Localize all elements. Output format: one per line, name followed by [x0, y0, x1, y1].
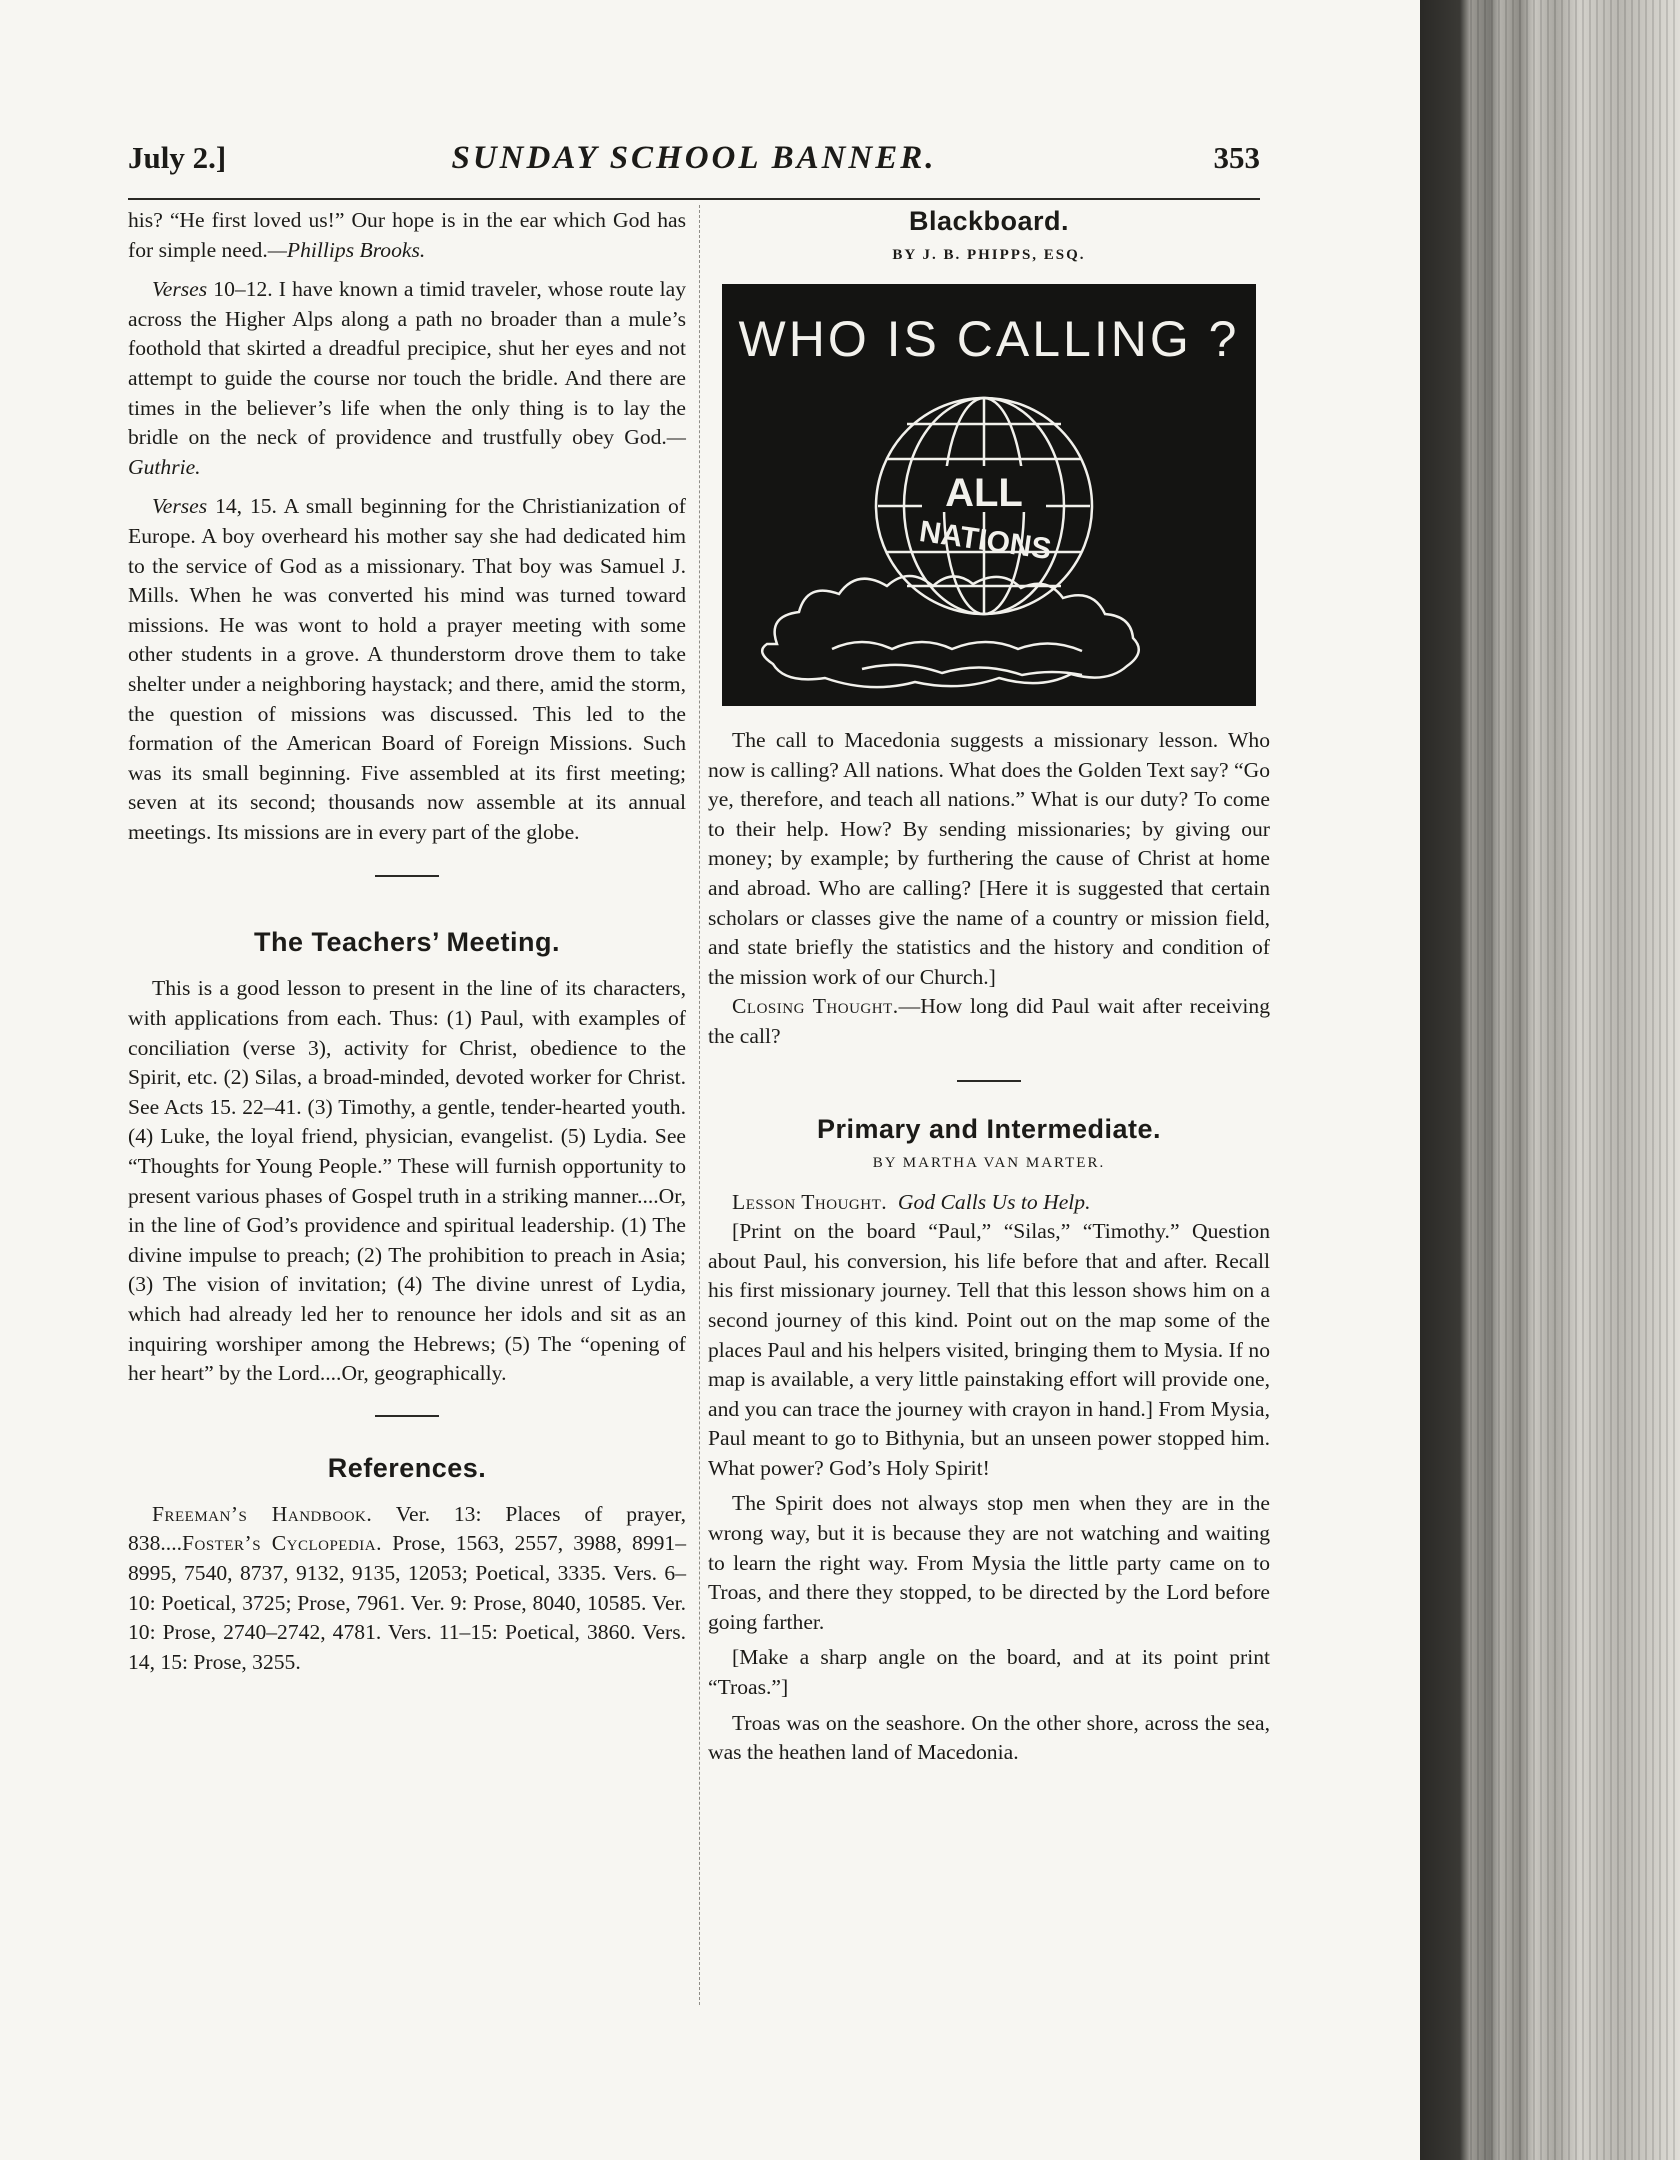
page-edges: [1470, 0, 1680, 2160]
section-rule: [375, 875, 439, 877]
primary-paragraph-3: [Make a sharp angle on the board, and at its point print “Troas.”]: [708, 1645, 1270, 1700]
globe-text-nations: NATIONS: [917, 515, 1054, 567]
blackboard-body: The call to Macedonia suggests a missionary lesson. Who now is calling? All nations. What does the Golden Text say? “Go ye, therefore, and teach all nations.” What is our duty? To come to their help. How? By sending missionaries; by giving our money; by example; by furthering the cause of Christ at home and abroad. Who are calling? [Here it is suggested that certain scholars or classes give the name of a country or mission field, and state briefly the statistics and the history and condition of the mission work of our Church.]: [708, 728, 1270, 989]
running-header: [128, 140, 1260, 190]
intro-paragraph: his? “He first loved us!” Our hope is in the ear which God has for simple need.—Phillips Brooks.: [128, 208, 686, 262]
clouds-icon: [762, 576, 1139, 687]
primary-paragraph-2: The Spirit does not always stop men when they are in the wrong way, but it is because they are not watching and waiting to learn the right way. From Mysia the little party came on to Troas, and there they stopped, to be directed by the Lord before going farther.: [708, 1491, 1270, 1634]
closing-thought: Closing Thought.—How long did Paul wait after receiving the call?: [708, 994, 1271, 1048]
references-heading: References.: [327, 1452, 487, 1483]
header-date: July 2.]: [128, 140, 227, 175]
teachers-meeting-heading: The Teachers’ Meeting.: [253, 927, 561, 958]
left-column: [128, 206, 686, 1677]
blackboard-byline: BY J. B. PHIPPS, ESQ.: [892, 247, 1086, 263]
verses-10-12-attribution: —Guthrie.: [128, 425, 686, 479]
verses-10-12-paragraph: Verses 10–12. I have known a timid traveler, whose route lay across the Higher Alps along a path no broader than a mule’s foothold that skirted a dreadful precipice, shut her eyes and not attempt to guide the course nor touch the bridle. And there are times in the believer’s life when the only thing is to lay the bridle on the neck of providence and trustfully obey God.—Guthrie.: [128, 277, 686, 479]
verses-label: Verses: [152, 494, 208, 519]
section-rule: [375, 1415, 439, 1417]
teachers-meeting-body: This is a good lesson to present in the line of its characters, with applications from each. Thus: (1) Paul, with examples of conciliation (verse 3), activity for Christ, obedience to the Spirit, etc. (2) Silas, a broad-minded, devoted worker for Christ. See Acts 15. 22–41. (3) Timothy, a gentle, tender-hearted youth. (4) Luke, the loyal friend, physician, evangelist. (5) Lydia. See “Thoughts for Young People.” These will furnish opportunity to present various phases of Gospel truth in a striking manner....Or, in the line of God’s providence and spiritual leadership. (1) The divine impulse to preach; (2) The prohibition to preach in Asia; (3) The vision of invitation; (4) The divine unrest of Lydia, which had already led her to renounce her idols and sit as an inquiring worshiper among the Hebrews; (5) The “opening of her heart” by the Lord....Or, geographically.: [128, 976, 686, 1386]
board-title: WHO IS CALLING ?: [738, 311, 1240, 367]
blackboard-drawing: [722, 284, 1256, 706]
primary-paragraph-4: Troas was on the seashore. On the other shore, across the sea, was the heathen land of Macedonia.: [708, 1710, 1270, 1765]
blackboard-illustration: [722, 284, 1256, 706]
column-divider: [699, 205, 700, 2005]
blackboard-heading: Blackboard.: [908, 206, 1070, 236]
globe-text-all: ALL: [945, 471, 1023, 515]
primary-byline: BY MARTHA VAN MARTER.: [872, 1154, 1106, 1171]
header-title: SUNDAY SCHOOL BANNER.: [451, 140, 937, 176]
right-column: [708, 206, 1270, 1768]
header-rule: [128, 198, 1260, 200]
section-rule: [957, 1080, 1021, 1082]
verses-14-15-paragraph: Verses 14, 15. A small beginning for the Christianization of Europe. A boy overheard his mother say she had dedicated him to the service of God as a missionary. That boy was Samuel J. Mills. When he was converted his mind was turned toward missions. He was wont to hold a prayer meeting with some other students in a grove. A thunderstorm drove them to take shelter under a neighboring haystack; and there, amid the storm, the question of missions was discussed. This led to the formation of the American Board of Foreign Missions. Such was its small beginning. Five assembled at its first meeting; seven at its second; thousands now assemble at its annual meetings. Its missions are in every part of the globe.: [128, 494, 686, 844]
page-number: 353: [1213, 140, 1260, 175]
intro-attribution: —Phillips Brooks.: [267, 237, 426, 262]
lesson-thought: Lesson Thought. God Calls Us to Help.: [732, 1189, 1091, 1214]
primary-heading: Primary and Intermediate.: [816, 1113, 1162, 1144]
references-body: Freeman’s Handbook. Ver. 13: Places of prayer, 838....Foster’s Cyclopedia. Prose, 1563, 2557, 3988, 8991–8995, 7540, 8737, 9132, 9135, 12053; Poetical, 3335. Vers. 6–10: Poetical, 3725; Prose, 7961. Ver. 9: Prose, 8040, 10585. Ver. 10: Prose, 2740–2742, 4781. Vers. 11–15: Poetical, 3860. Vers. 14, 15: Prose, 3255.: [128, 1501, 687, 1674]
primary-paragraph-1: [Print on the board “Paul,” “Silas,” “Timothy.” Question about Paul, his conversion, his life before that and after. Recall his first missionary journey. Tell that this lesson shows him on a second journey of this kind. Point out on the map some of the places Paul and his helpers visited, bringing them to Mysia. If no map is available, a very little painstaking effort will provide one, and you can trace the journey with crayon in hand.] From Mysia, Paul meant to go to Bithynia, but an unseen power stopped him. What power? God’s Holy Spirit!: [708, 1219, 1270, 1480]
verses-label: Verses: [152, 277, 208, 302]
